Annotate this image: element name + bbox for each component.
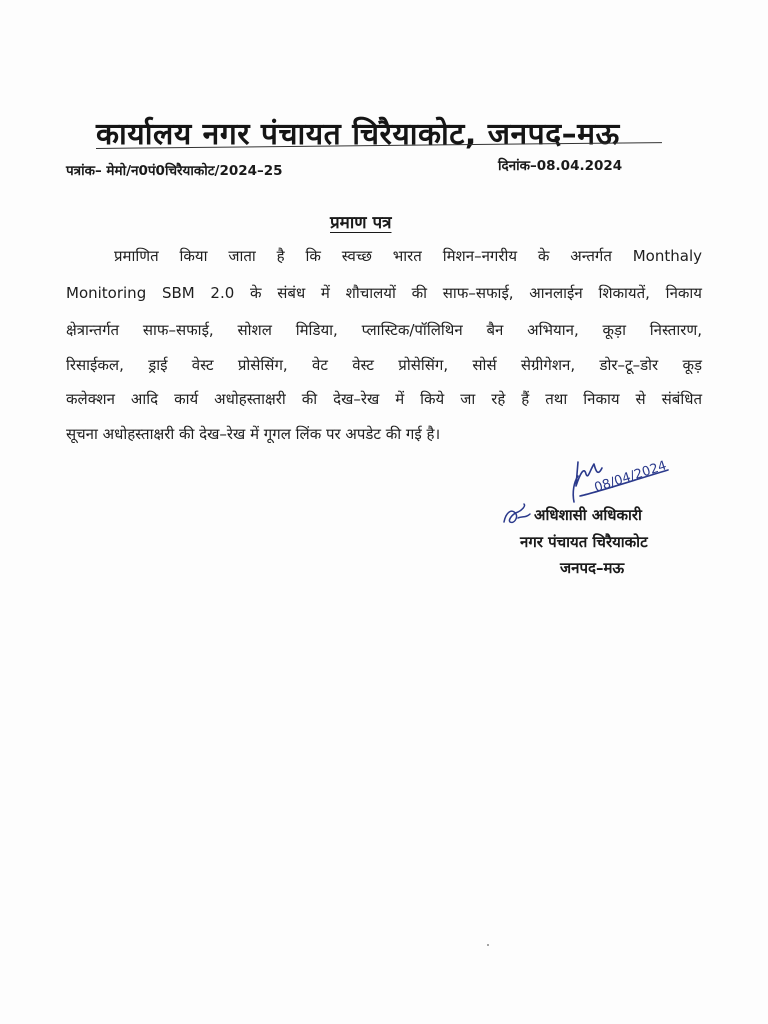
reference-number: पत्रांक– मेमो/न0पं0चिरैयाकोट/2024–25 xyxy=(66,163,283,179)
body-line: कलेक्शन आदि कार्य अधोहस्ताक्षरी की देख–रेख में किये जा रहे हैं तथा निकाय से संबंधित xyxy=(66,390,702,408)
body-line: प्रमाणित किया जाता है कि स्वच्छ भारत मिशन–नगरीय के अन्तर्गत Monthaly xyxy=(114,247,702,265)
body-line: Monitoring SBM 2.0 के संबंध में शौचालयों की साफ–सफाई, आनलाईन शिकायतें, निकाय xyxy=(66,284,702,302)
document-title: प्रमाण पत्र xyxy=(330,213,392,233)
handwritten-signature xyxy=(568,452,688,512)
body-line: सूचना अधोहस्ताक्षरी की देख–रेख में गूगल लिंक पर अपडेट की गई है। xyxy=(66,425,441,443)
handwritten-date: 08/04/2024 xyxy=(592,458,669,496)
signatory-office: नगर पंचायत चिरैयाकोट xyxy=(520,533,648,551)
signatory-district: जनपद–मऊ xyxy=(560,559,625,577)
signatory-designation: अधिशासी अधिकारी xyxy=(534,506,642,524)
paper-speck xyxy=(487,944,489,946)
body-line: क्षेत्रान्तर्गत साफ–सफाई, सोशल मिडिया, प्लास्टिक/पॉलिथिन बैन अभियान, कूड़ा निस्तारण, xyxy=(66,321,702,339)
document-date: दिनांक–08.04.2024 xyxy=(498,158,623,174)
office-heading: कार्यालय नगर पंचायत चिरैयाकोट, जनपद–मऊ xyxy=(96,117,620,152)
signature-initial xyxy=(500,500,534,530)
body-line: रिसाईकल, ड्राई वेस्ट प्रोसेसिंग, वेट वेस्ट प्रोसेसिंग, सोर्स सेग्रीगेशन, डोर–टू–डोर कूड़ xyxy=(66,356,702,374)
